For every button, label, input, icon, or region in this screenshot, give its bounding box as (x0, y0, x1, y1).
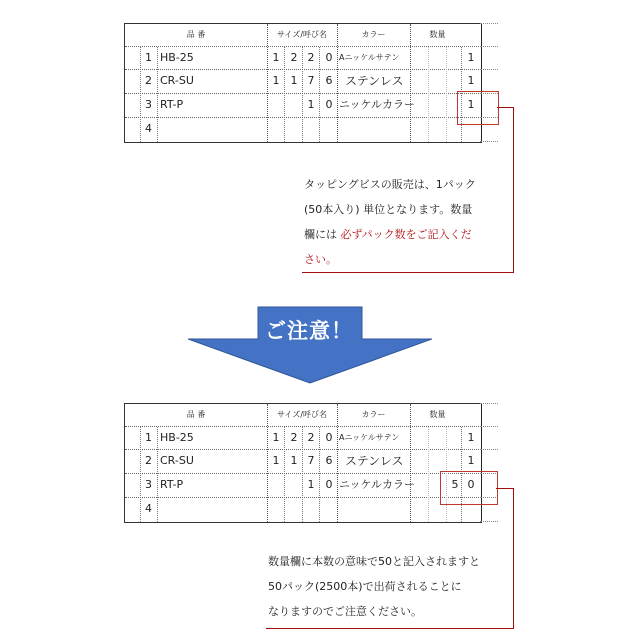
part-number: RT-P (160, 98, 184, 111)
note-highlight: 必ずパック数をご記入くだ (340, 228, 472, 241)
note-line: 50パック(2500本)で出荷されることに (268, 580, 462, 593)
leader-line (513, 488, 514, 629)
color-name: ステンレス (345, 74, 404, 88)
row-number: 2 (145, 74, 152, 87)
part-number: CR-SU (160, 74, 194, 87)
qty-digit: 1 (467, 74, 475, 87)
size-digit: 1 (290, 454, 298, 467)
size-digit: 2 (307, 431, 315, 444)
note-line: (50本入り) 単位となります。数量 (304, 203, 473, 216)
header-color: カラー (361, 30, 386, 39)
qty-digit: 1 (467, 454, 475, 467)
color-name: Aニッケルサテン (339, 433, 400, 442)
note-highlight: さい。 (304, 253, 337, 266)
header-qty: 数量 (429, 30, 446, 39)
dotted-extension (480, 141, 498, 142)
note-line: 欄には 必ずパック数をご記入くだ (304, 228, 472, 241)
highlight-box-qty (440, 471, 498, 505)
size-digit: 1 (272, 431, 280, 444)
note-line: なりますのでご注意ください。 (268, 605, 422, 618)
row-number: 2 (145, 454, 152, 467)
header-color: カラー (361, 410, 386, 419)
dotted-extension (480, 46, 498, 47)
part-number: HB-25 (160, 431, 194, 444)
dotted-extension (480, 403, 498, 404)
size-digit: 6 (325, 74, 333, 87)
row-number: 1 (145, 431, 152, 444)
color-name: Aニッケルサテン (339, 53, 400, 62)
dotted-extension (480, 521, 498, 522)
qty-digit: 1 (467, 98, 475, 111)
row-number: 4 (145, 502, 152, 515)
qty-digit: 5 (451, 478, 459, 491)
size-digit: 2 (290, 51, 298, 64)
qty-digit: 1 (467, 431, 475, 444)
size-digit: 7 (307, 74, 315, 87)
header-size: サイズ/呼び名 (276, 30, 328, 39)
row-number: 3 (145, 98, 152, 111)
dotted-extension (480, 449, 498, 450)
caution-label: ご注意！ (265, 319, 353, 343)
leader-line (497, 107, 514, 108)
dotted-extension (480, 23, 498, 24)
size-digit: 1 (272, 454, 280, 467)
row-number: 3 (145, 478, 152, 491)
header-part: 品 番 (186, 410, 206, 419)
note-line: タッピングビスの販売は、1パック (304, 178, 476, 191)
order-table-after (124, 403, 482, 523)
size-digit: 7 (307, 454, 315, 467)
part-number: HB-25 (160, 51, 194, 64)
size-digit: 1 (272, 51, 280, 64)
color-name: ニッケルカラー (339, 98, 416, 111)
size-digit: 0 (325, 51, 333, 64)
leader-line (302, 272, 514, 273)
header-part: 品 番 (186, 30, 206, 39)
leader-line (496, 488, 514, 489)
size-digit: 2 (290, 431, 298, 444)
size-digit: 0 (325, 98, 333, 111)
leader-line (266, 628, 514, 629)
part-number: RT-P (160, 478, 184, 491)
row-number: 1 (145, 51, 152, 64)
note-line: 数量欄に本数の意味で50と記入されますと (268, 555, 480, 568)
size-digit: 0 (325, 431, 333, 444)
color-name: ニッケルカラー (339, 478, 416, 491)
note-pack-unit (304, 172, 514, 272)
size-digit: 1 (272, 74, 280, 87)
header-size: サイズ/呼び名 (276, 410, 328, 419)
row-number: 4 (145, 122, 152, 135)
size-digit: 1 (307, 478, 315, 491)
size-digit: 1 (307, 98, 315, 111)
size-digit: 0 (325, 478, 333, 491)
size-digit: 6 (325, 454, 333, 467)
header-qty: 数量 (429, 410, 446, 419)
dotted-extension (480, 69, 498, 70)
qty-digit: 0 (467, 478, 475, 491)
size-digit: 2 (307, 51, 315, 64)
color-name: ステンレス (345, 454, 404, 468)
size-digit: 1 (290, 74, 298, 87)
highlight-box-qty (457, 91, 499, 125)
note-warning (268, 549, 513, 624)
qty-digit: 1 (467, 51, 475, 64)
part-number: CR-SU (160, 454, 194, 467)
dotted-extension (480, 426, 498, 427)
order-table-before (124, 23, 482, 143)
